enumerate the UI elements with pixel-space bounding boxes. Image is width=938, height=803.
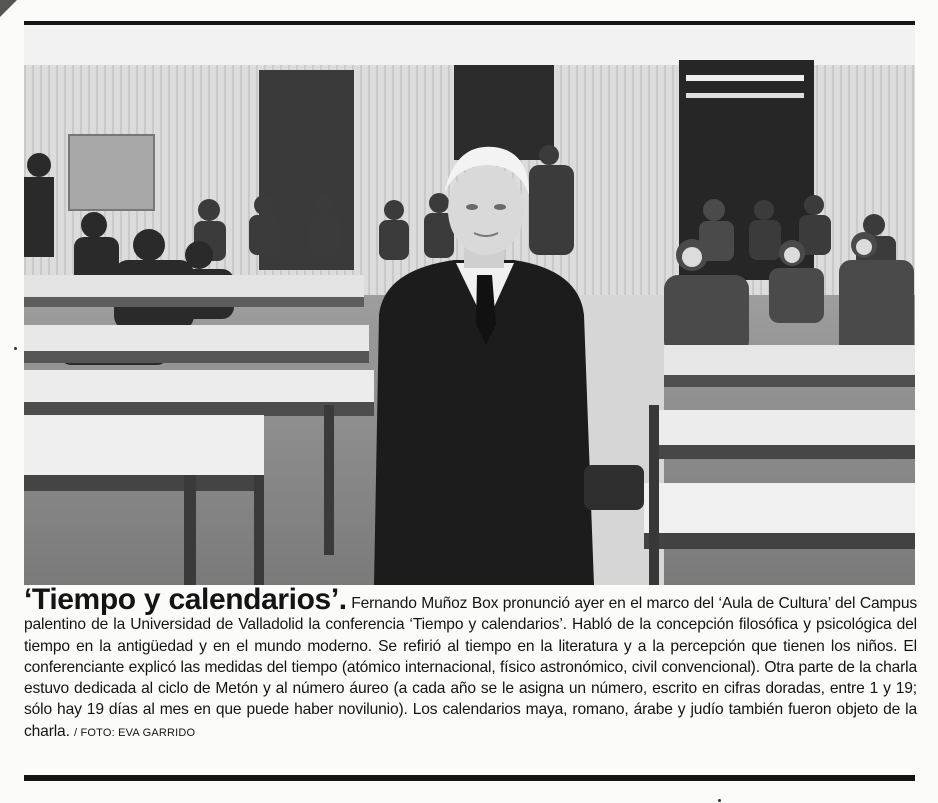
print-speck bbox=[14, 347, 17, 350]
photo-credit: / FOTO: EVA GARRIDO bbox=[73, 726, 196, 739]
photo-caption bbox=[24, 583, 917, 744]
page-corner-mark bbox=[0, 0, 17, 17]
bottom-rule bbox=[24, 775, 915, 781]
caption-body: Fernando Muñoz Box pronunció ayer en el marco del ‘Aula de Cultura’ del Campus palentino de la Universidad de Valladolid la conferencia ‘Tiempo y calendarios’. Habló de la concepción filosófica y psicológica del tiempo en la antigüedad y en el mundo moderno. Se refirió al tiempo en la literatura y a la percepción que tienen los niños. El conferenciante explicó las medidas del tiempo (atómico internacional, físico astronómico, civil convencional). Otra parte de la charla estuvo dedicada al ciclo de Metón y al número áureo (a cada año se le asigna un número, escrito en cifras doradas, entre 1 y 19; sólo hay 19 días al mes en que puede haber novilunio). Los calendarios maya, romano, árabe y judío también fueron objeto de la charla. bbox=[24, 595, 917, 740]
news-photo bbox=[24, 25, 915, 585]
caption-headline: ‘Tiempo y calendarios’. bbox=[24, 583, 347, 616]
print-speck bbox=[718, 799, 721, 802]
lecture-hall-photo-icon bbox=[24, 25, 915, 585]
